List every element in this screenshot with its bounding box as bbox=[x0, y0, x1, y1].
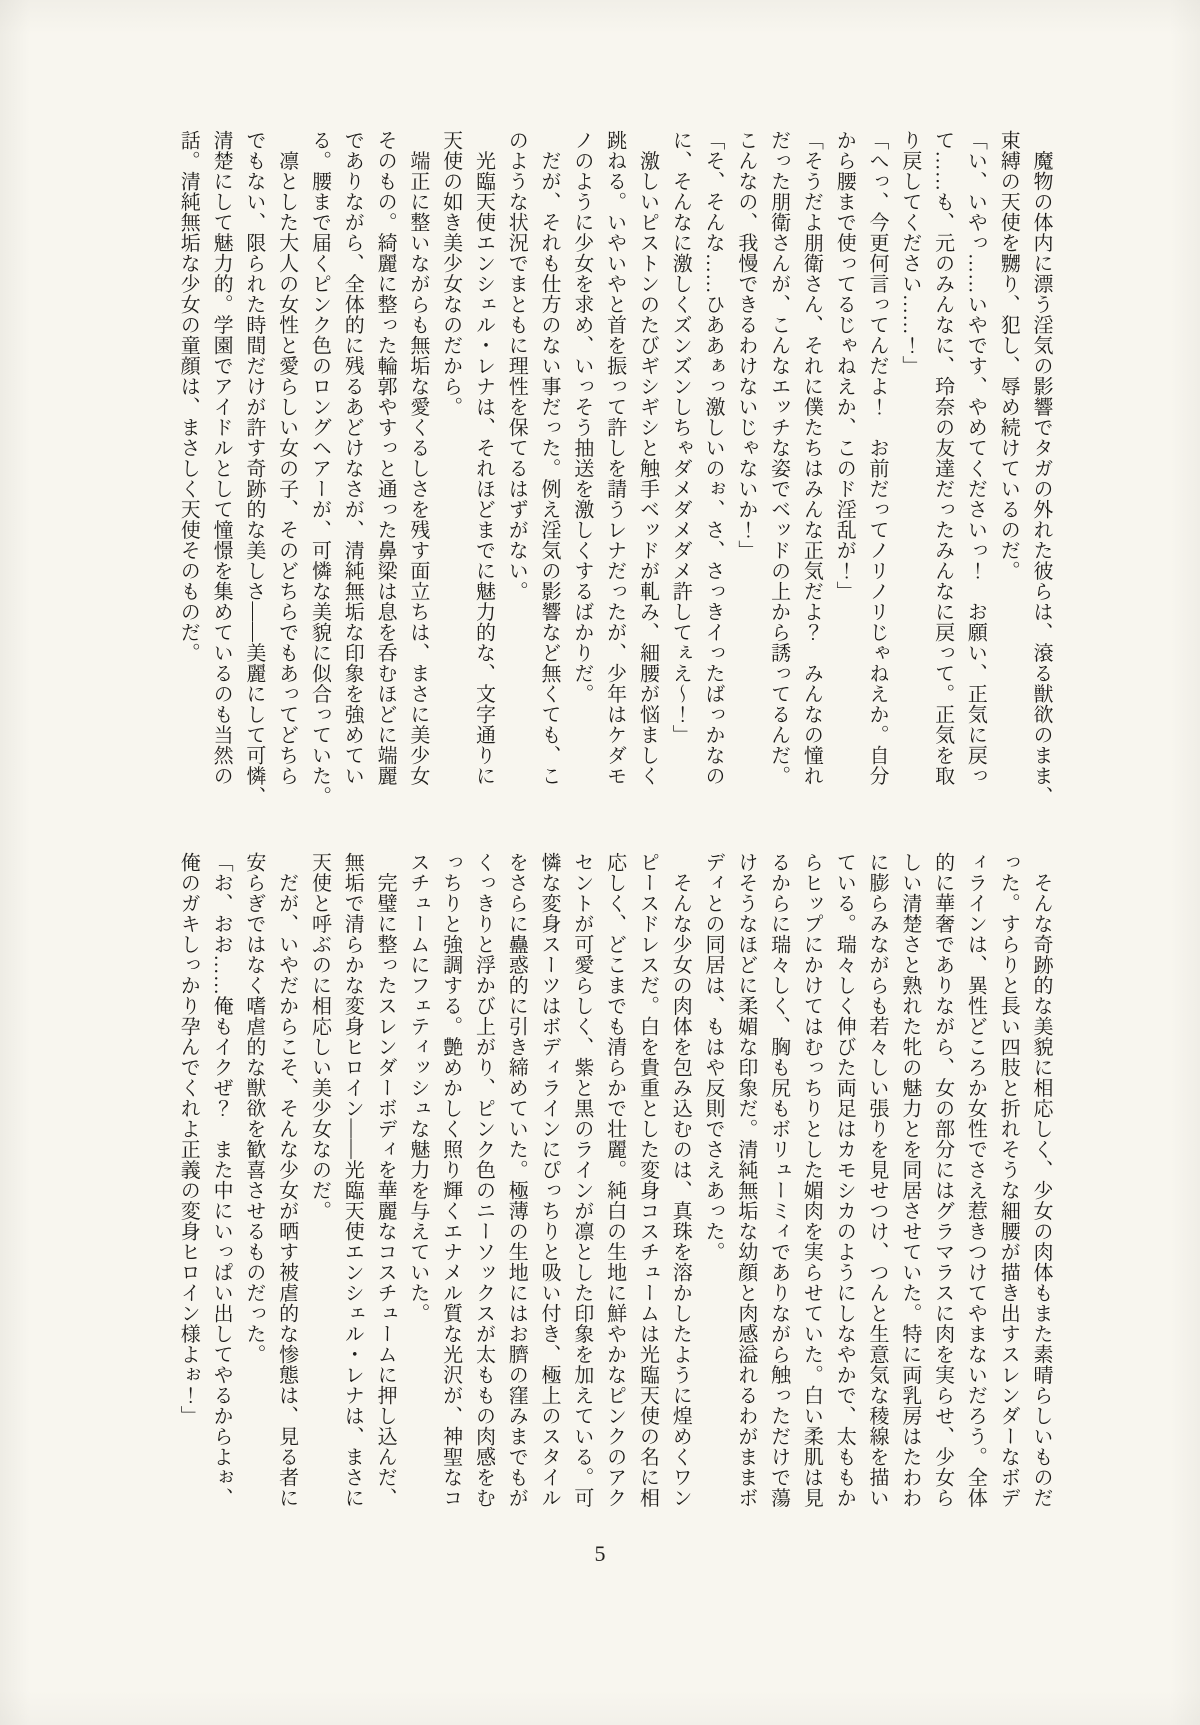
text-column: そのもの。綺麗に整った輪郭やすっと通った鼻梁は息を呑むほどに端麗 bbox=[374, 130, 397, 786]
text-column: る。腰まで届くピンク色のロングヘアーが、可憐な美貌に似合っていた。 bbox=[308, 130, 331, 807]
text-column: るからに瑞々しく、胸も尻もボリューミィでありながら触っただけで蕩 bbox=[767, 852, 790, 1508]
text-column: 清楚にして魅力的。学園でアイドルとして憧憬を集めているのも当然の bbox=[210, 130, 233, 786]
text-column: 憐な変身スーツはボディラインにぴっちりと吸い付き、極上のスタイル bbox=[538, 852, 561, 1508]
top-text-block bbox=[145, 130, 1057, 822]
text-column: 端正に整いながらも無垢な愛くるしさを残す面立ちは、まさに美少女 bbox=[406, 130, 429, 786]
text-column: をさらに蠱惑的に引き締めていた。極薄の生地にはお臍の窪みまでもが bbox=[505, 852, 528, 1508]
text-column: 「い、いやっ……いやです、やめてくださいっ！ お願い、正気に戻っ bbox=[964, 130, 987, 786]
text-column: 「そ、そんな……ひああぁっ激しいのぉ、さ、さっきイったばっかなの bbox=[702, 130, 725, 786]
text-column: 光臨天使エンシェル・レナは、それほどまでに魅力的な、文字通りに bbox=[472, 130, 495, 786]
text-column: だが、それも仕方のない事だった。例え淫気の影響など無くても、こ bbox=[538, 130, 561, 786]
text-column: り戻してください……！」 bbox=[898, 130, 921, 376]
text-column: った。すらりと長い四肢と折れそうな細腰が描き出すスレンダーなボデ bbox=[997, 852, 1020, 1508]
text-column: に膨らみながらも若々しい張りを見せつけ、つんと生意気な稜線を描い bbox=[866, 852, 889, 1508]
text-column: 的に華奢でありながら、女の部分にはグラマラスに肉を実らせ、少女ら bbox=[931, 852, 954, 1508]
text-column: だが、いやだからこそ、そんな少女が晒す被虐的な惨態は、見る者に bbox=[275, 852, 298, 1508]
text-column: しい清楚さと熟れた牝の魅力とを同居させていた。特に両乳房はたわわ bbox=[898, 852, 921, 1508]
text-column: ディとの同居は、もはや反則でさえあった。 bbox=[702, 852, 725, 1262]
text-column: 俺のガキしっかり孕んでくれよ正義の変身ヒロイン様よぉ！」 bbox=[177, 852, 200, 1426]
text-column: 「へっ、今更何言ってんだよ！ お前だってノリノリじゃねえか。自分 bbox=[866, 130, 889, 786]
text-column: けそうなほどに柔媚な印象だ。清純無垢な幼顔と肉感溢れるわがままボ bbox=[734, 852, 757, 1508]
text-column: ノのように少女を求め、いっそう抽送を激しくするばかりだ。 bbox=[570, 130, 593, 704]
text-column: 応しく、どこまでも清らかで壮麗。純白の生地に鮮やかなピンクのアク bbox=[603, 852, 626, 1508]
text-column: て……も、元のみんなに、玲奈の友達だったみんなに戻って。正気を取 bbox=[931, 130, 954, 786]
text-column: ピースドレスだ。白を貴重とした変身コスチュームは光臨天使の名に相 bbox=[636, 852, 659, 1508]
text-column: 天使の如き美少女なのだから。 bbox=[439, 130, 462, 417]
text-column: 話。清純無垢な少女の童顔は、まさしく天使そのものだ。 bbox=[177, 130, 200, 663]
page-number: 5 bbox=[594, 1541, 606, 1566]
bottom-text-block bbox=[145, 852, 1057, 1544]
text-column: 激しいピストンのたびギシギシと触手ベッドが軋み、細腰が悩ましく bbox=[636, 130, 659, 786]
text-column: 魔物の体内に漂う淫気の影響でタガの外れた彼らは、滾る獣欲のまま、 bbox=[1030, 130, 1052, 807]
text-column: 跳ねる。いやいやと首を振って許しを請うレナだったが、少年はケダモ bbox=[603, 130, 626, 786]
text-column: 天使と呼ぶのに相応しい美少女なのだ。 bbox=[308, 852, 331, 1221]
text-column: スチュームにフェティッシュな魅力を与えていた。 bbox=[406, 852, 429, 1324]
text-column: らヒップにかけてはむっちりとした媚肉を実らせていた。白い柔肌は見 bbox=[800, 852, 823, 1508]
text-column: でありながら、全体的に残るあどけなさが、清純無垢な印象を強めてい bbox=[341, 130, 364, 786]
text-column: そんな奇跡的な美貌に相応しく、少女の肉体もまた素晴らしいものだ bbox=[1030, 852, 1052, 1508]
text-column: 安らぎではなく嗜虐的な獣欲を歓喜させるものだった。 bbox=[242, 852, 265, 1365]
text-column: 完璧に整ったスレンダーボディを華麗なコスチュームに押し込んだ、 bbox=[374, 852, 397, 1508]
text-column: ィラインは、異性どころか女性でさえ惹きつけてやまないだろう。全体 bbox=[964, 852, 987, 1508]
text-column: こんなの、我慢できるわけないじゃないか！」 bbox=[734, 130, 757, 561]
text-column: から腰まで使ってるじゃねえか、このド淫乱が！」 bbox=[833, 130, 856, 602]
text-column: 無垢で清らかな変身ヒロイン——光臨天使エンシェル・レナは、まさに bbox=[341, 852, 364, 1508]
text-column: でもない、限られた時間だけが許す奇跡的な美しさ——美麗にして可憐、 bbox=[242, 130, 265, 807]
text-column: そんな少女の肉体を包み込むのは、真珠を溶かしたように煌めくワン bbox=[669, 852, 692, 1508]
text-column: ている。瑞々しく伸びた両足はカモシカのようにしなやかで、太ももか bbox=[833, 852, 856, 1508]
text-column: 「そうだよ朋衛さん、それに僕たちはみんな正気だよ？ みんなの憧れ bbox=[800, 130, 823, 786]
text-column: のような状況でまともに理性を保てるはずがない。 bbox=[505, 130, 528, 602]
text-column: くっきりと浮かび上がり、ピンク色のニーソックスが太ももの肉感をむ bbox=[472, 852, 495, 1508]
text-column: 束縛の天使を嬲り、犯し、辱め続けているのだ。 bbox=[997, 130, 1020, 581]
text-column: 凛とした大人の女性と愛らしい女の子、そのどちらでもあってどちら bbox=[275, 130, 298, 786]
text-column: 「お、おお……俺もイクぜ？ また中にいっぱい出してやるからよぉ、 bbox=[210, 852, 233, 1508]
text-column: っちりと強調する。艶めかしく照り輝くエナメル質な光沢が、神聖なコ bbox=[439, 852, 462, 1508]
text-column: だった朋衛さんが、こんなエッチな姿でベッドの上から誘ってるんだ。 bbox=[767, 130, 790, 786]
text-column: セントが可愛らしく、紫と黒のラインが凛とした印象を加えている。可 bbox=[570, 852, 593, 1508]
text-column: に、そんなに激しくズンズンしちゃダメダメダメ許してぇえ～！」 bbox=[669, 130, 692, 745]
